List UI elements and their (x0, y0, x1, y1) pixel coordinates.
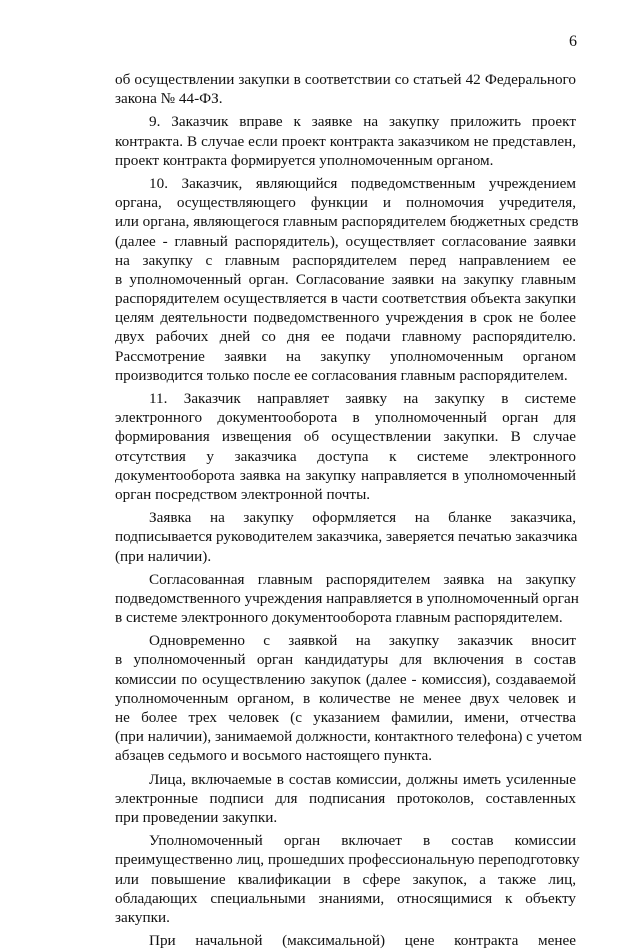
text-line: при проведении закупки. (115, 808, 278, 826)
text-line: 9. Заказчик вправе к заявке на закупку приложить проект (149, 113, 576, 131)
text-line: 11. Заказчик направляет заявку на закупку в системе (149, 390, 576, 407)
text-line: распорядителем осуществляется в части соответствия объекта закупки (115, 290, 576, 308)
text-line: в системе электронного документооборота главным распорядителем. (115, 609, 563, 627)
text-line: Лица, включаемые в состав комиссии, должны иметь усиленные (149, 770, 576, 788)
text-line: контракта. В случае если проект контракта заказчиком не представлен, (115, 132, 576, 150)
text-line: или повышение квалификации в сфере закупок, а также лиц, (115, 870, 576, 888)
document-body (115, 70, 583, 950)
text-line: отсутствия у заказчика доступа к системе электронного (115, 447, 576, 465)
text-line: (при наличии), занимаемой должности, контактного телефона) с учетом (115, 728, 583, 746)
text-line: преимущественно лиц, прошедших профессиональную переподготовку (115, 851, 580, 869)
text-line: электронного документооборота в уполномоченный орган для (115, 409, 576, 427)
text-line: подписывается руководителем заказчика, заверяется печатью заказчика (115, 528, 578, 546)
text-line: Заявка на закупку оформляется на бланке заказчика, (149, 509, 576, 527)
text-line: производится только после ее согласования главным распорядителем. (115, 366, 568, 384)
text-line: 10. Заказчик, являющийся подведомственным учреждением (149, 174, 576, 192)
text-line: Рассмотрение заявки на закупку уполномоченным органом (115, 347, 576, 365)
text-line: не более трех человек (с указанием фамилии, имени, отчества (115, 709, 576, 726)
text-line: закупки. (115, 908, 170, 926)
text-line: подведомственного учреждения направляется в уполномоченный орган (115, 589, 579, 607)
text-line: обладающих специальными знаниями, относящимися к объекту (115, 889, 576, 907)
text-line: закона № 44-ФЗ. (115, 90, 223, 108)
text-line: целям деятельности подведомственного учреждения в срок не более (115, 309, 576, 327)
text-line: формирования извещения об осуществлении закупки. В случае (115, 428, 576, 446)
text-line: абзацев седьмого и восьмого настоящего пункта. (115, 747, 433, 765)
text-line: (далее - главный распорядитель), осуществляет согласование заявки (115, 232, 576, 250)
text-line: органа, осуществляющего функции и полномочия учредителя, (115, 194, 576, 212)
text-line: на закупку с главным распорядителем перед направлением ее (115, 251, 576, 269)
page-number: 6 (569, 33, 577, 50)
text-line: электронные подписи для подписания протоколов, составленных (115, 789, 576, 807)
text-line: При начальной (максимальной) цене контракта менее (149, 932, 576, 950)
text-line: уполномоченным органом, в количестве не менее двух человек и (115, 689, 576, 707)
text-line: или органа, являющегося главным распорядителем бюджетных средств (115, 213, 579, 231)
text-line: проект контракта формируется уполномоченным органом. (115, 151, 494, 169)
text-line: Одновременно с заявкой на закупку заказчик вносит (149, 632, 576, 650)
text-line: двух рабочих дней со дня ее подачи главному распорядителю. (115, 328, 576, 346)
text-line: в уполномоченный орган. Согласование заявки на закупку главным (115, 270, 576, 288)
text-line: об осуществлении закупки в соответствии со статьей 42 Федерального (115, 71, 576, 88)
text-line: Уполномоченный орган включает в состав комиссии (149, 832, 576, 850)
text-line: комиссии по осуществлению закупок (далее - комиссия), создаваемой (115, 670, 576, 688)
text-line: орган посредством электронной почты. (115, 485, 371, 503)
text-line: (при наличии). (115, 547, 212, 565)
text-line: Согласованная главным распорядителем заявка на закупку (149, 570, 576, 588)
text-line: в уполномоченный орган кандидатуры для включения в состав (115, 651, 576, 669)
text-line: документооборота заявка на закупку направляется в уполномоченный (115, 466, 576, 484)
